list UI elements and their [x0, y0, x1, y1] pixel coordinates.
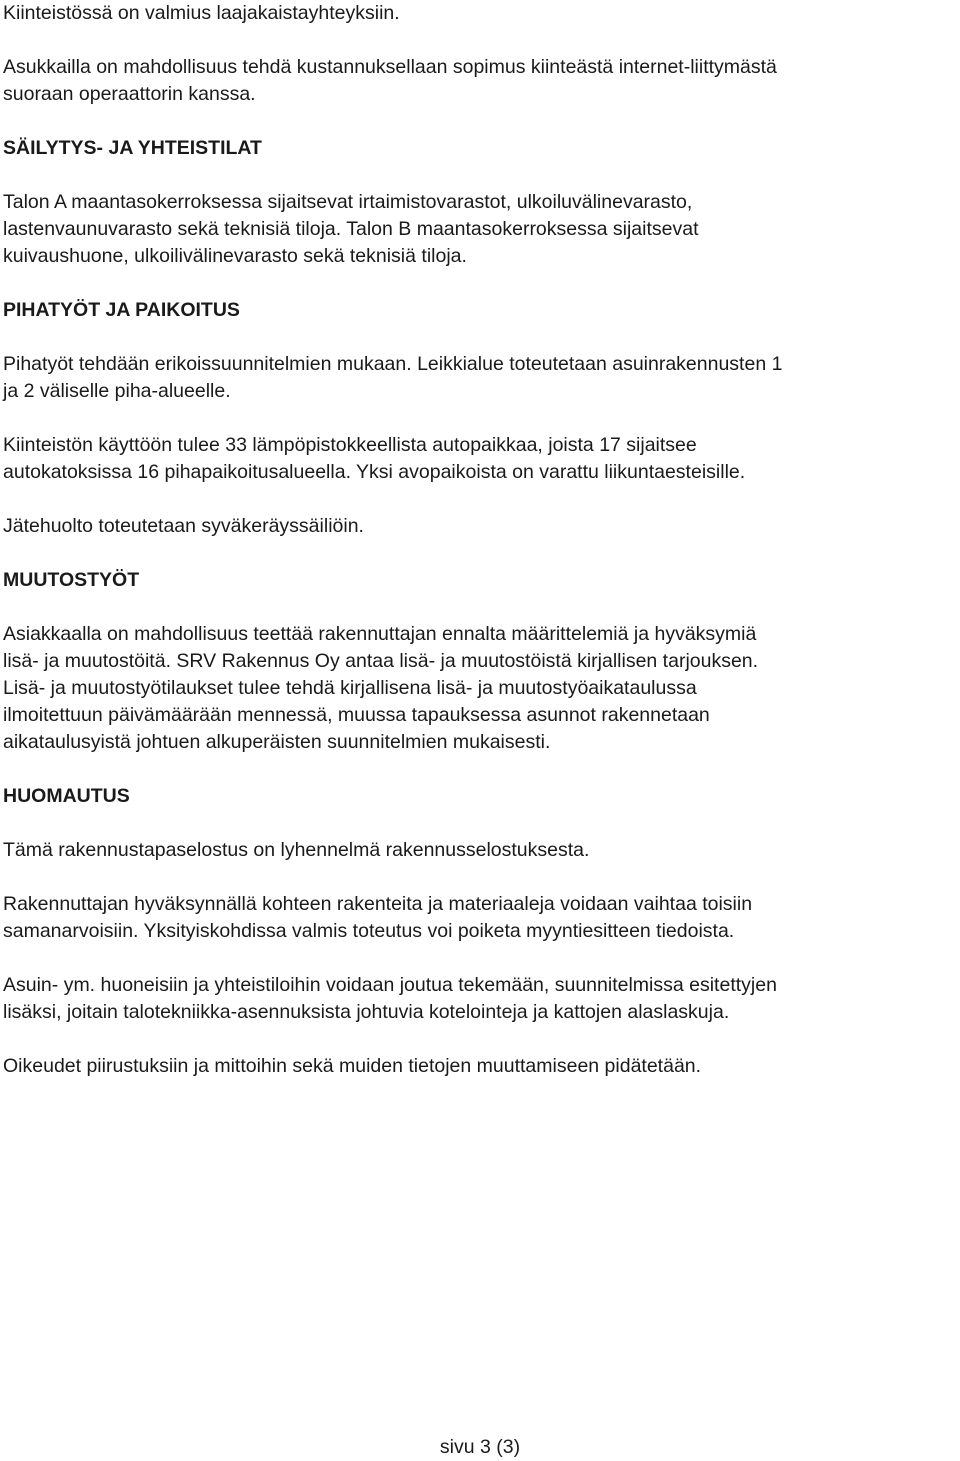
paragraph-line: lisäksi, joitain talotekniikka-asennuksista johtuvia kotelointeja ja kattojen alaslaskuja. — [3, 1001, 730, 1023]
heading-text: PIHATYÖT JA PAIKOITUS — [3, 299, 240, 321]
block-spacer — [3, 108, 958, 135]
paragraph — [3, 432, 958, 486]
paragraph-line: Rakennuttajan hyväksynnällä kohteen rakenteita ja materiaaleja voidaan vaihtaa toisiin — [3, 893, 753, 915]
paragraph-line: Kiinteistön käyttöön tulee 33 lämpöpistokkeellista autopaikkaa, joista 17 sijaitsee — [3, 434, 697, 456]
paragraph — [3, 891, 958, 945]
paragraph-line: kuivaushuone, ulkoilivälinevarasto sekä teknisiä tiloja. — [3, 245, 467, 267]
block-spacer — [3, 324, 958, 351]
block-spacer — [3, 405, 958, 432]
paragraph — [3, 351, 958, 405]
paragraph-line: Asukkailla on mahdollisuus tehdä kustannuksellaan sopimus kiinteästä internet-liittymästä — [3, 56, 777, 78]
block-spacer — [3, 756, 958, 783]
document-body — [3, 0, 958, 1080]
paragraph — [3, 972, 958, 1026]
heading-text: HUOMAUTUS — [3, 785, 130, 807]
block-spacer — [3, 810, 958, 837]
paragraph — [3, 513, 958, 540]
paragraph-line: Asuin- ym. huoneisiin ja yhteistiloihin voidaan joutua tekemään, suunnitelmissa esitettyjen — [3, 974, 777, 996]
heading-text: SÄILYTYS- JA YHTEISTILAT — [3, 137, 262, 159]
block-spacer — [3, 486, 958, 513]
paragraph — [3, 837, 958, 864]
paragraph-line: ilmoitettuun päivämäärään mennessä, muussa tapauksessa asunnot rakennetaan — [3, 704, 710, 726]
section-heading — [3, 135, 958, 162]
paragraph-line: Oikeudet piirustuksiin ja mittoihin sekä muiden tietojen muuttamiseen pidätetään. — [3, 1055, 702, 1077]
block-spacer — [3, 1026, 958, 1053]
section-heading — [3, 567, 958, 594]
paragraph — [3, 54, 958, 108]
paragraph — [3, 189, 958, 270]
section-heading — [3, 297, 958, 324]
paragraph-line: aikataulusyistä johtuen alkuperäisten suunnitelmien mukaisesti. — [3, 731, 551, 753]
block-spacer — [3, 864, 958, 891]
paragraph-line: lisä- ja muutostöitä. SRV Rakennus Oy antaa lisä- ja muutostöistä kirjallisen tarjouksen. — [3, 650, 759, 672]
paragraph-line: Jätehuolto toteutetaan syväkeräyssäiliöin. — [3, 515, 364, 537]
paragraph-line: samanarvoisiin. Yksityiskohdissa valmis toteutus voi poiketa myyntiesitteen tiedoista. — [3, 920, 735, 942]
paragraph-line: Talon A maantasokerroksessa sijaitsevat irtaimistovarastot, ulkoiluvälinevarasto, — [3, 191, 693, 213]
paragraph-line: Tämä rakennustapaselostus on lyhennelmä rakennusselostuksesta. — [3, 839, 590, 861]
block-spacer — [3, 540, 958, 567]
block-spacer — [3, 162, 958, 189]
block-spacer — [3, 27, 958, 54]
paragraph — [3, 621, 958, 756]
document-page — [3, 0, 958, 1080]
paragraph — [3, 0, 958, 27]
heading-text: MUUTOSTYÖT — [3, 569, 140, 591]
paragraph — [3, 1053, 958, 1080]
block-spacer — [3, 594, 958, 621]
paragraph-line: ja 2 väliselle piha-alueelle. — [3, 380, 231, 402]
block-spacer — [3, 945, 958, 972]
paragraph-line: Lisä- ja muutostyötilaukset tulee tehdä kirjallisena lisä- ja muutostyöaikataulussa — [3, 677, 697, 699]
paragraph-line: Kiinteistössä on valmius laajakaistayhteyksiin. — [3, 2, 400, 24]
paragraph-line: suoraan operaattorin kanssa. — [3, 83, 256, 105]
paragraph-line: Asiakkaalla on mahdollisuus teettää rakennuttajan ennalta määrittelemiä ja hyväksymiä — [3, 623, 757, 645]
page-number: sivu 3 (3) — [439, 1436, 521, 1458]
paragraph-line: lastenvaunuvarasto sekä teknisiä tiloja. Talon B maantasokerroksessa sijaitsevat — [3, 218, 699, 240]
block-spacer — [3, 270, 958, 297]
paragraph-line: Pihatyöt tehdään erikoissuunnitelmien mukaan. Leikkialue toteutetaan asuinrakennusten 1 — [3, 353, 783, 375]
paragraph-line: autokatoksissa 16 pihapaikoitusalueella. Yksi avopaikoista on varattu liikuntaesteisille. — [3, 461, 746, 483]
section-heading — [3, 783, 958, 810]
